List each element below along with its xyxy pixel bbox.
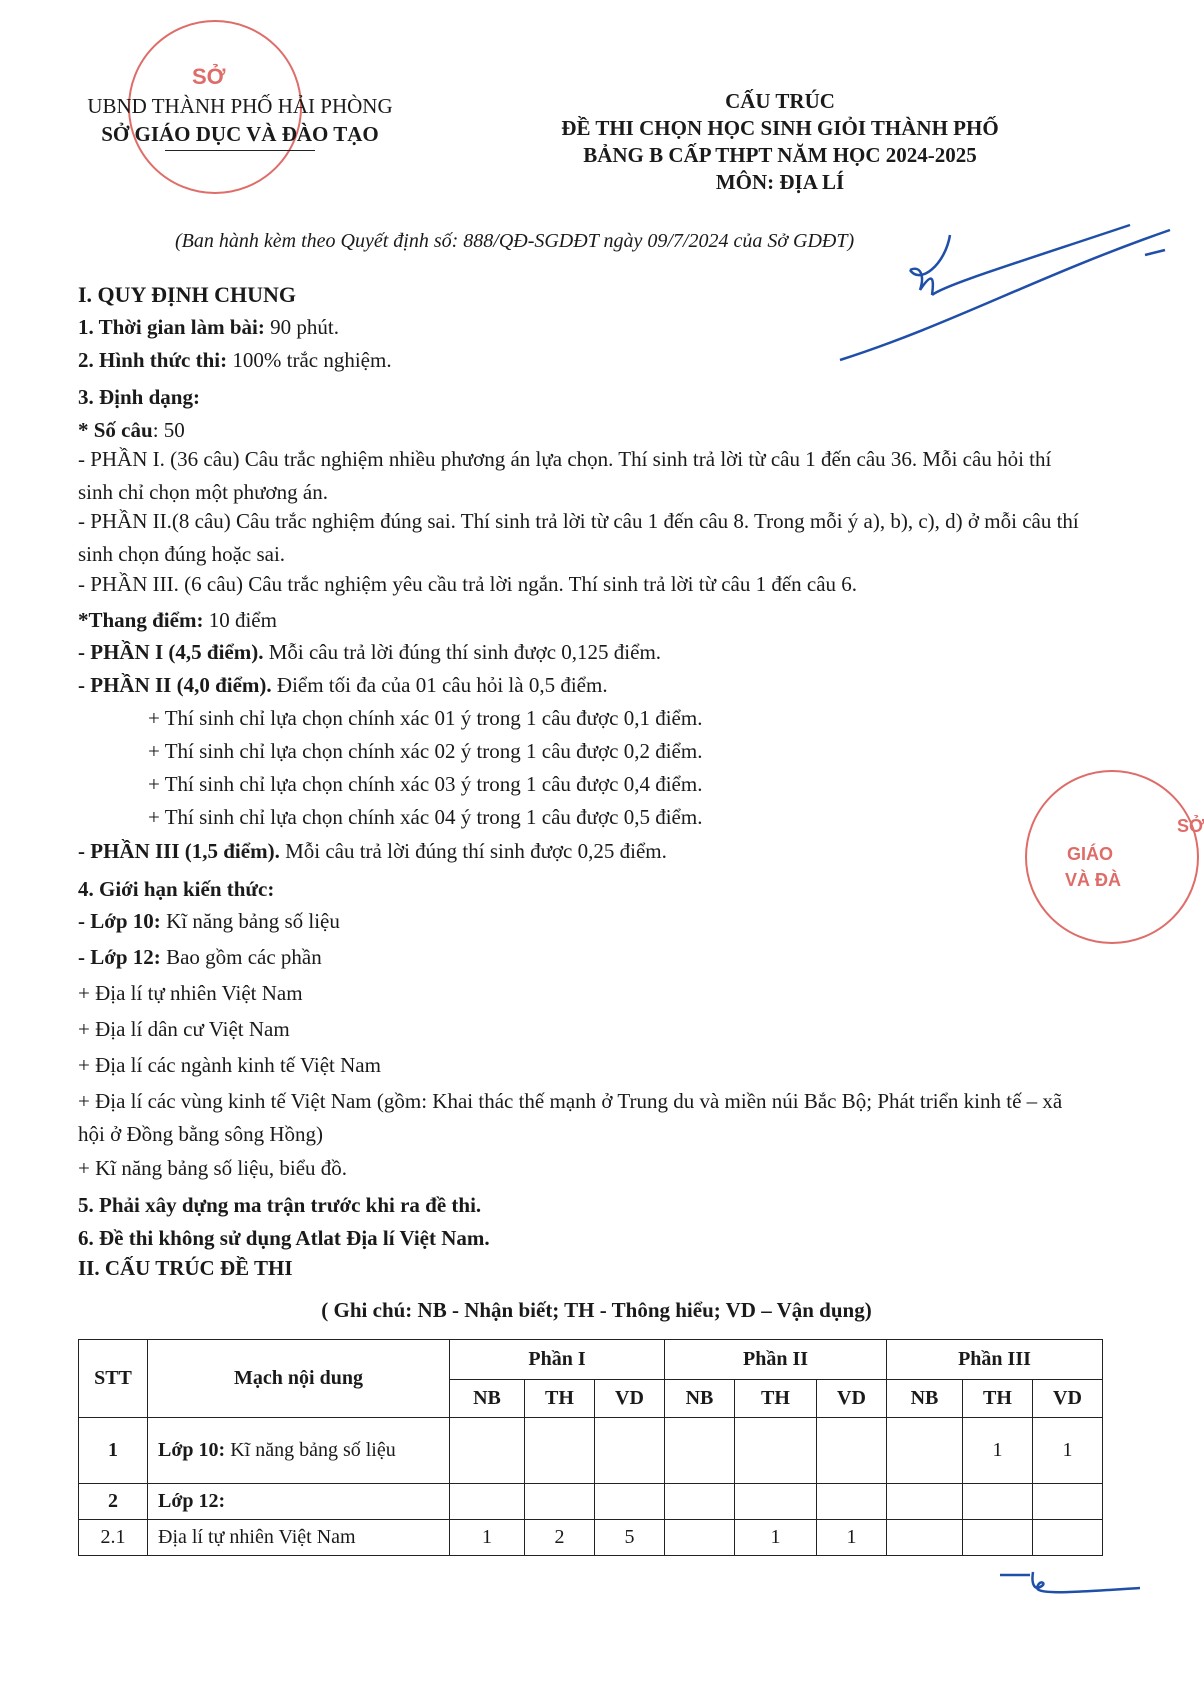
- score-sub-2: + Thí sinh chỉ lựa chọn chính xác 02 ý trong 1 câu được 0,2 điểm.: [148, 739, 703, 763]
- official-stamp-right: [1025, 770, 1204, 944]
- table-cell: [450, 1418, 525, 1484]
- table-row: [79, 1520, 1103, 1556]
- count-label: * Số câu: [78, 418, 153, 442]
- form-value: 100% trắc nghiệm.: [227, 348, 392, 372]
- score2-value: Điểm tối đa của 01 câu hỏi là 0,5 điểm.: [271, 673, 608, 697]
- grade12-label: - Lớp 12:: [78, 945, 161, 969]
- scale-value: 10 điểm: [203, 608, 277, 632]
- time-value: 90 phút.: [264, 315, 339, 339]
- grade12-value: Bao gồm các phần: [160, 945, 322, 969]
- table-cell: [817, 1418, 887, 1484]
- scale-label: *Thang điểm:: [78, 608, 204, 632]
- count-value: : 50: [152, 418, 185, 442]
- row-content: [148, 1418, 450, 1484]
- table-cell: [525, 1484, 595, 1520]
- score-part-2: [78, 670, 608, 700]
- table-cell: [817, 1484, 887, 1520]
- header-part-3: Phần III: [887, 1340, 1103, 1380]
- decision-note: (Ban hành kèm theo Quyết định số: 888/QĐ-SGDĐT ngày 09/7/2024 của Sở GDĐT): [175, 230, 855, 252]
- time-label: 1. Thời gian làm bài:: [78, 315, 265, 339]
- title-line-3: BẢNG B CẤP THPT NĂM HỌC 2024-2025: [583, 143, 977, 167]
- header-content: Mạch nội dung: [148, 1340, 450, 1418]
- part-3-desc: - PHẦN III. (6 câu) Câu trắc nghiệm yêu cầu trả lời ngắn. Thí sinh trả lời từ câu 1 đến câu 6.: [78, 572, 858, 596]
- score-sub-1: + Thí sinh chỉ lựa chọn chính xác 01 ý trong 1 câu được 0,1 điểm.: [148, 706, 703, 730]
- rule-5: 5. Phải xây dựng ma trận trước khi ra đề thi.: [78, 1193, 482, 1217]
- score1-value: Mỗi câu trả lời đúng thí sinh được 0,125 điểm.: [263, 640, 662, 664]
- issuer-line-1: UBND THÀNH PHỐ HẢI PHÒNG: [87, 94, 393, 118]
- form-label: 2. Hình thức thi:: [78, 348, 228, 372]
- table-row: [79, 1418, 1103, 1484]
- rule-6: 6. Đề thi không sử dụng Atlat Địa lí Việt Nam.: [78, 1226, 490, 1250]
- table-cell: [450, 1484, 525, 1520]
- score-scale: [78, 605, 277, 635]
- score2-label: - PHẦN II (4,0 điểm).: [78, 673, 272, 697]
- sub-header: TH: [735, 1380, 817, 1418]
- title-line-4: MÔN: ĐỊA LÍ: [715, 170, 845, 194]
- issuer-underline: [165, 150, 315, 151]
- topic-3: + Địa lí các ngành kinh tế Việt Nam: [78, 1053, 381, 1077]
- score3-value: Mỗi câu trả lời đúng thí sinh được 0,25 điểm.: [279, 839, 667, 863]
- stamp-right-text-top: SỞ: [1177, 816, 1204, 836]
- row-stt: 2: [79, 1484, 148, 1520]
- table-cell: [665, 1484, 735, 1520]
- table-cell: [735, 1484, 817, 1520]
- stamp-right-text-mid: GIÁO: [1067, 844, 1114, 864]
- knowledge-limit: 4. Giới hạn kiến thức:: [78, 877, 275, 901]
- header-stt: STT: [79, 1340, 148, 1418]
- table-cell: [595, 1418, 665, 1484]
- score-part-3: [78, 836, 667, 866]
- table-cell: 1: [817, 1520, 887, 1556]
- table-cell: [525, 1418, 595, 1484]
- score-sub-4: + Thí sinh chỉ lựa chọn chính xác 04 ý trong 1 câu được 0,5 điểm.: [148, 805, 703, 829]
- row-content: [148, 1484, 450, 1520]
- table-cell: [887, 1484, 963, 1520]
- row-stt: 2.1: [79, 1520, 148, 1556]
- table-cell: [963, 1484, 1033, 1520]
- rule-time: [78, 312, 339, 342]
- row-content-text: Địa lí tự nhiên Việt Nam: [158, 1526, 356, 1548]
- table-cell: [887, 1418, 963, 1484]
- structure-table: [78, 1339, 1103, 1556]
- score-sub-3: + Thí sinh chỉ lựa chọn chính xác 03 ý trong 1 câu được 0,4 điểm.: [148, 772, 703, 796]
- sub-header: NB: [665, 1380, 735, 1418]
- table-row: [79, 1484, 1103, 1520]
- topic-4: + Địa lí các vùng kinh tế Việt Nam (gồm: Khai thác thế mạnh ở Trung du và miền núi Bắc Bộ; Phát triển kinh tế – xã hội ở Đồng bằng sông Hồng): [78, 1089, 1063, 1146]
- row-content-label: Lớp 10:: [158, 1439, 226, 1461]
- table-cell: 1: [735, 1520, 817, 1556]
- initials-mark: [995, 1570, 1145, 1610]
- table-cell: 1: [450, 1520, 525, 1556]
- sub-header: NB: [887, 1380, 963, 1418]
- table-cell: [887, 1520, 963, 1556]
- score1-label: - PHẦN I (4,5 điểm).: [78, 640, 264, 664]
- issuer-line-2: SỞ GIÁO DỤC VÀ ĐÀO TẠO: [101, 122, 379, 146]
- signature: [890, 215, 1190, 375]
- table-cell: [595, 1484, 665, 1520]
- row-content: [148, 1520, 450, 1556]
- table-cell: [735, 1418, 817, 1484]
- table-header-row-1: [79, 1340, 1103, 1380]
- topic-1: + Địa lí tự nhiên Việt Nam: [78, 981, 303, 1005]
- header-part-2: Phần II: [665, 1340, 887, 1380]
- table-cell: 5: [595, 1520, 665, 1556]
- sub-header: VD: [817, 1380, 887, 1418]
- sub-header: VD: [595, 1380, 665, 1418]
- table-cell: [1033, 1520, 1103, 1556]
- section-heading-2: II. CẤU TRÚC ĐỀ THI: [78, 1256, 293, 1280]
- row-content-label: Lớp 12:: [158, 1490, 226, 1512]
- rule-format: 3. Định dạng:: [78, 385, 200, 409]
- stamp-right-text-bottom: VÀ ĐÀ: [1065, 870, 1122, 890]
- topic-5: + Kĩ năng bảng số liệu, biểu đồ.: [78, 1156, 348, 1180]
- header-part-1: Phần I: [450, 1340, 665, 1380]
- document-title-block: [500, 88, 1060, 196]
- table-cell: [665, 1418, 735, 1484]
- part-2-desc: - PHẦN II.(8 câu) Câu trắc nghiệm đúng sai. Thí sinh trả lời từ câu 1 đến câu 8. Trong mỗi ý a), b), c), d) ở mỗi câu thí sinh chọn đúng hoặc sai.: [78, 509, 1079, 566]
- table-cell: 2: [525, 1520, 595, 1556]
- grade-12: [78, 942, 322, 972]
- section-heading-1: I. QUY ĐỊNH CHUNG: [78, 282, 296, 307]
- table-cell: [1033, 1484, 1103, 1520]
- row-stt: 1: [79, 1418, 148, 1484]
- score3-label: - PHẦN III (1,5 điểm).: [78, 839, 280, 863]
- table-cell: [665, 1520, 735, 1556]
- table-cell: 1: [963, 1418, 1033, 1484]
- grade10-value: Kĩ năng bảng số liệu: [160, 909, 340, 933]
- sub-header: TH: [963, 1380, 1033, 1418]
- part-1-desc: - PHẦN I. (36 câu) Câu trắc nghiệm nhiều phương án lựa chọn. Thí sinh trả lời từ câu 1 đến câu 36. Mỗi câu hỏi thí sinh chỉ chọn một phương án.: [78, 447, 1052, 504]
- stamp-text-top: SỞ: [192, 64, 226, 89]
- issuer-block: [60, 92, 420, 151]
- question-count: [78, 415, 185, 445]
- topic-2: + Địa lí dân cư Việt Nam: [78, 1017, 290, 1041]
- sub-header: VD: [1033, 1380, 1103, 1418]
- sub-header: NB: [450, 1380, 525, 1418]
- grade-10: [78, 906, 340, 936]
- row-content-text: Kĩ năng bảng số liệu: [225, 1439, 396, 1461]
- legend-note: ( Ghi chú: NB - Nhận biết; TH - Thông hiểu; VD – Vận dụng): [321, 1298, 872, 1322]
- score-part-1: [78, 637, 661, 667]
- title-line-1: CẤU TRÚC: [725, 89, 835, 113]
- sub-header: TH: [525, 1380, 595, 1418]
- title-line-2: ĐỀ THI CHỌN HỌC SINH GIỎI THÀNH PHỐ: [561, 116, 999, 140]
- table-cell: 1: [1033, 1418, 1103, 1484]
- rule-form: [78, 345, 392, 375]
- table-cell: [963, 1520, 1033, 1556]
- grade10-label: - Lớp 10:: [78, 909, 161, 933]
